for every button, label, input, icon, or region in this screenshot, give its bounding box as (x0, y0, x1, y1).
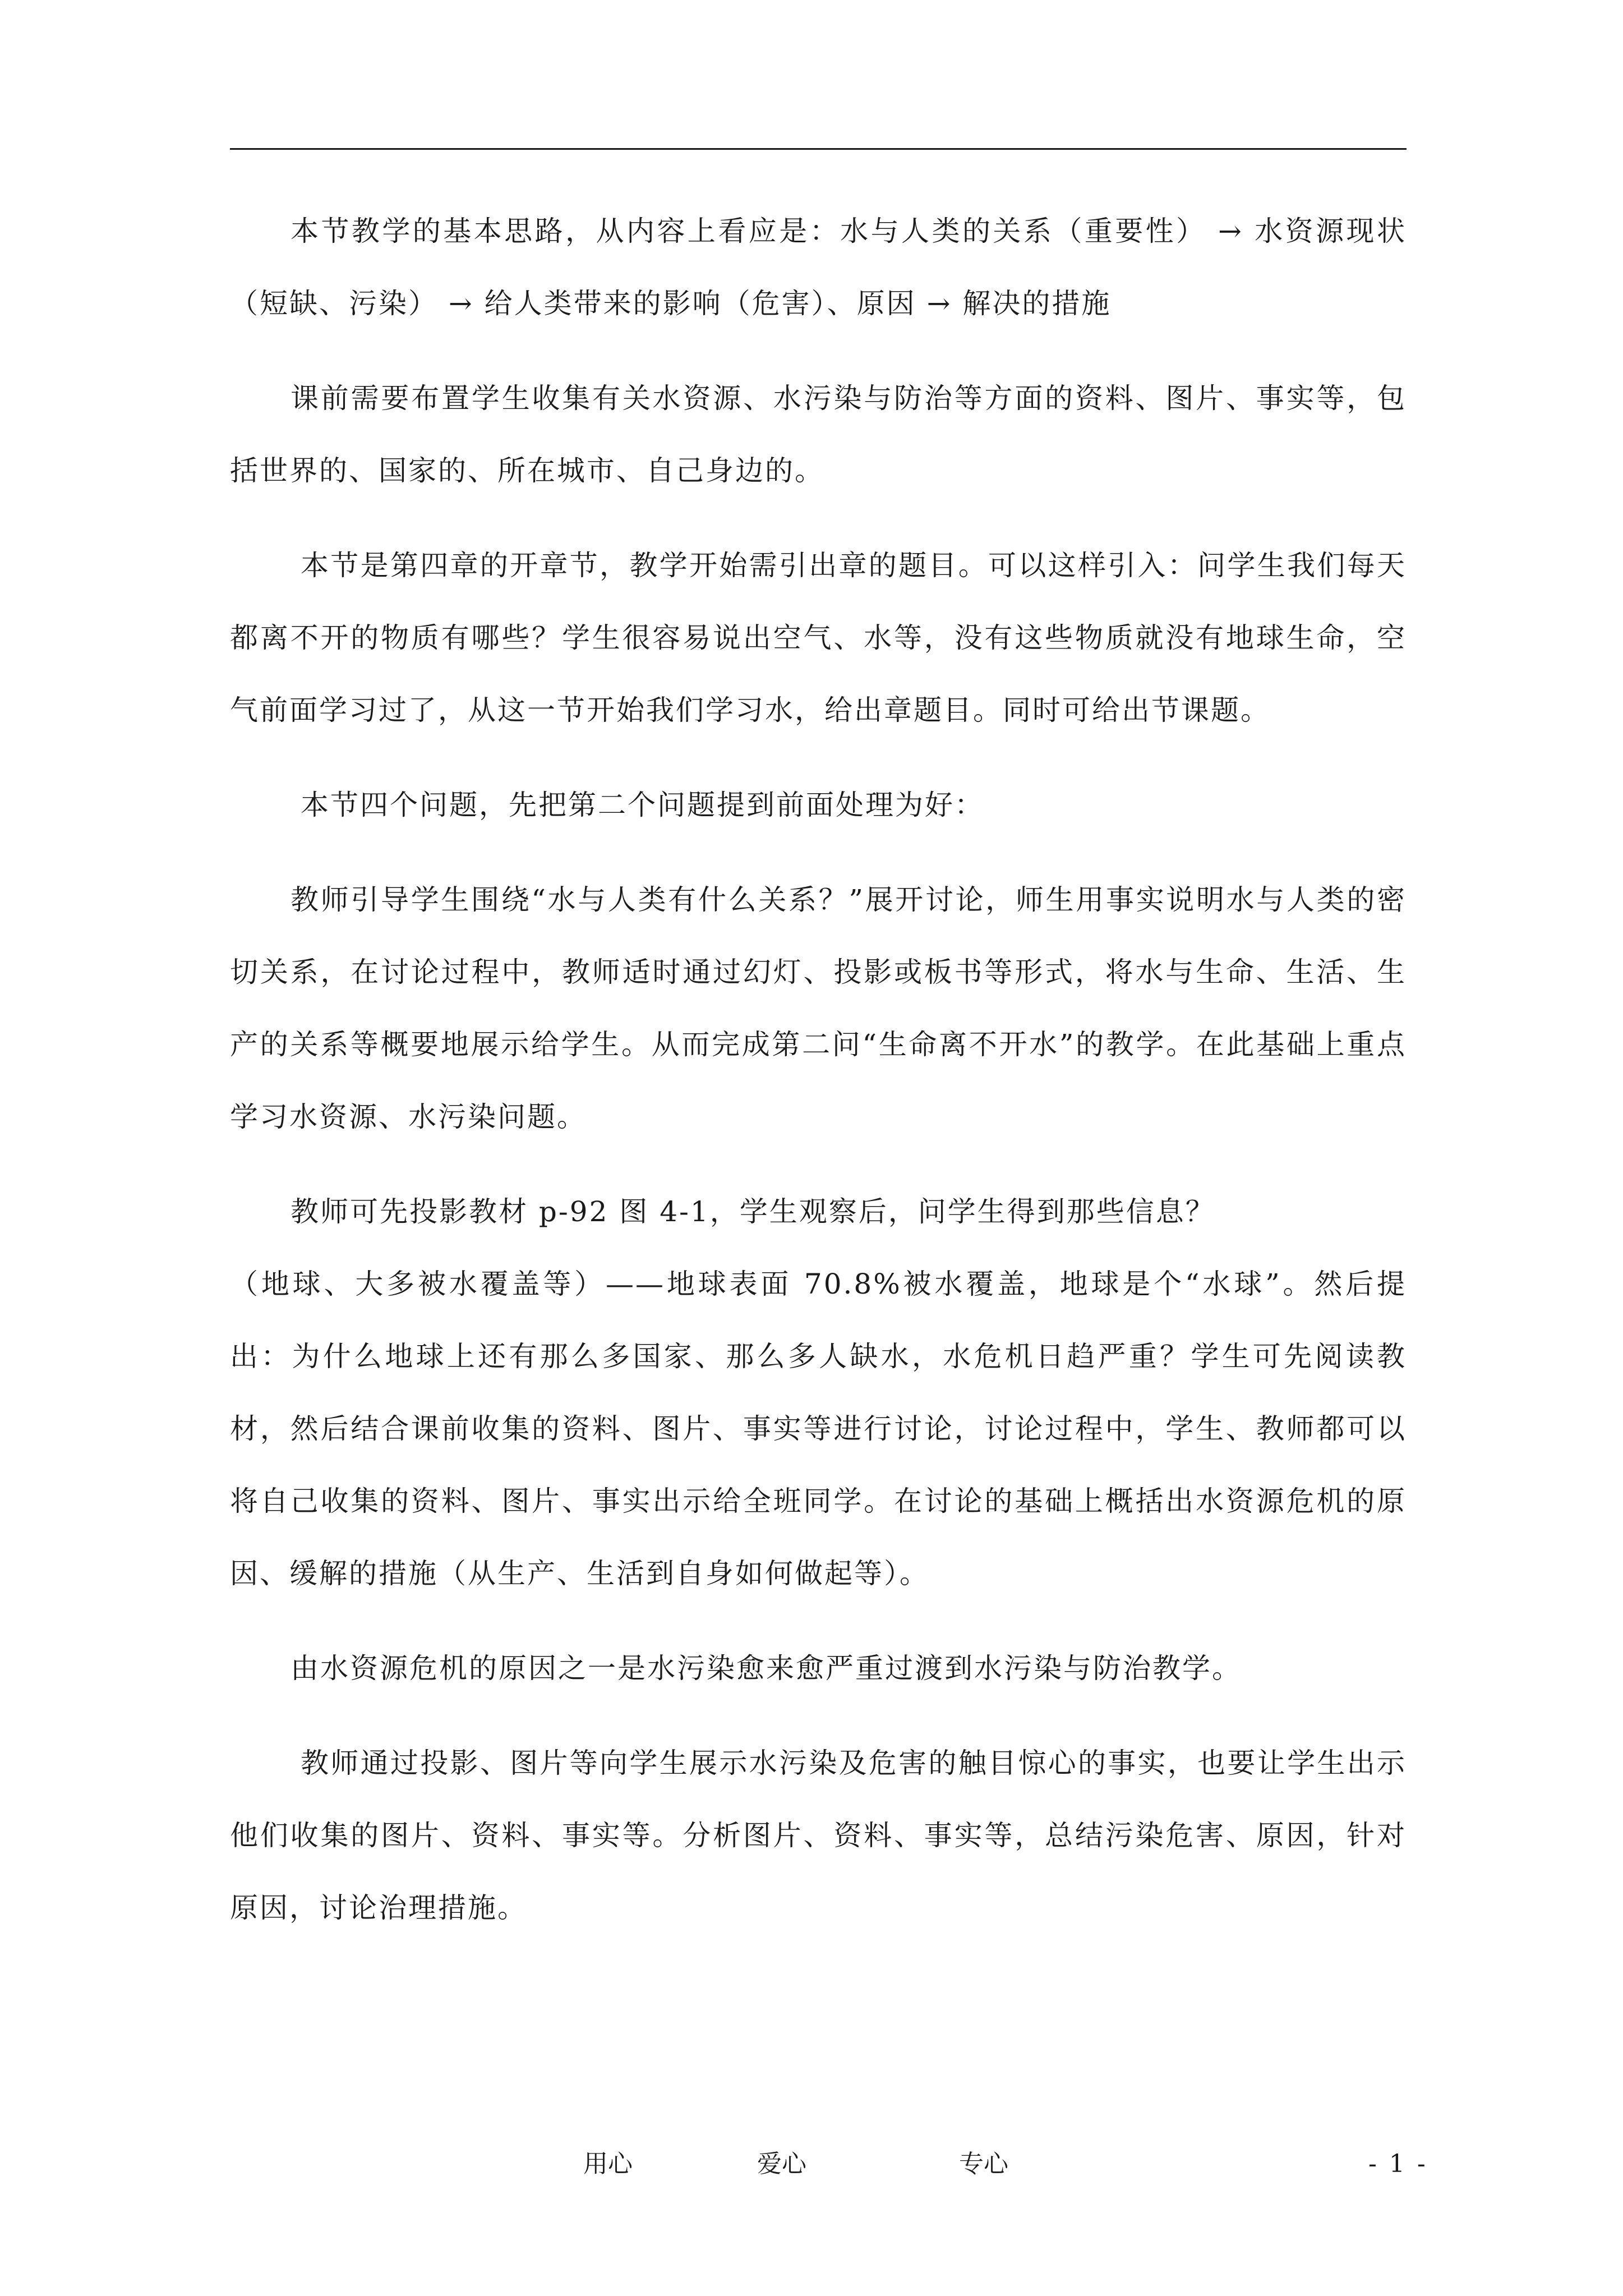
document-body (230, 195, 1407, 1967)
footer-word-2: 爱心 (757, 2150, 806, 2178)
header-rule (230, 148, 1407, 150)
paragraph-transition: 由水资源危机的原因之一是水污染愈来愈严重过渡到水污染与防治教学。 (291, 1652, 1242, 1685)
paragraph-teaching-approach: 本节教学的基本思路，从内容上看应是：水与人类的关系（重要性） → 水资源现状（短缺、污染） → 给人类带来的影响（危害）、原因 → 解决的措施 (230, 215, 1407, 320)
paragraph-introduction: 本节是第四章的开章节，教学开始需引出章的题目。可以这样引入：问学生我们每天都离不开的物质有哪些？学生很容易说出空气、水等，没有这些物质就没有地球生命，空气前面学习过了，从这一节开始我们学习水，给出章题目。同时可给出节课题。 (230, 549, 1407, 726)
page-footer (0, 2142, 1623, 2187)
paragraph-four-questions: 本节四个问题，先把第二个问题提到前面处理为好： (301, 789, 984, 821)
paragraph-discussion: 教师引导学生围绕“水与人类有什么关系？”展开讨论，师生用事实说明水与人类的密切关系，在讨论过程中，教师适时通过幻灯、投影或板书等形式，将水与生命、生活、生产的关系等概要地展示给学生。从而完成第二问“生命离不开水”的教学。在此基础上重点学习水资源、水污染问题。 (230, 884, 1407, 1133)
footer-word-3: 专心 (959, 2150, 1008, 2178)
paragraph-projection: 教师可先投影教材 p-92 图 4-1，学生观察后，问学生得到那些信息？ (291, 1195, 1215, 1228)
paragraph-pollution: 教师通过投影、图片等向学生展示水污染及危害的触目惊心的事实，也要让学生出示他们收集的图片、资料、事实等。分析图片、资料、事实等，总结污染危害、原因，针对原因，讨论治理措施。 (230, 1747, 1407, 1924)
paragraph-preparation: 课前需要布置学生收集有关水资源、水污染与防治等方面的资料、图片、事实等，包括世界的、国家的、所在城市、自己身边的。 (230, 382, 1407, 487)
page-number: - 1 - (1368, 2150, 1428, 2178)
footer-word-1: 用心 (583, 2150, 633, 2178)
paragraph-water-globe: （地球、大多被水覆盖等）——地球表面 70.8%被水覆盖，地球是个“水球”。然后提出：为什么地球上还有那么多国家、那么多人缺水，水危机日趋严重？学生可先阅读教材，然后结合课前收集的资料、图片、事实等进行讨论，讨论过程中，学生、教师都可以将自己收集的资料、图片、事实出示给全班同学。在讨论的基础上概括出水资源危机的原因、缓解的措施（从生产、生活到自身如何做起等）。 (230, 1268, 1407, 1590)
